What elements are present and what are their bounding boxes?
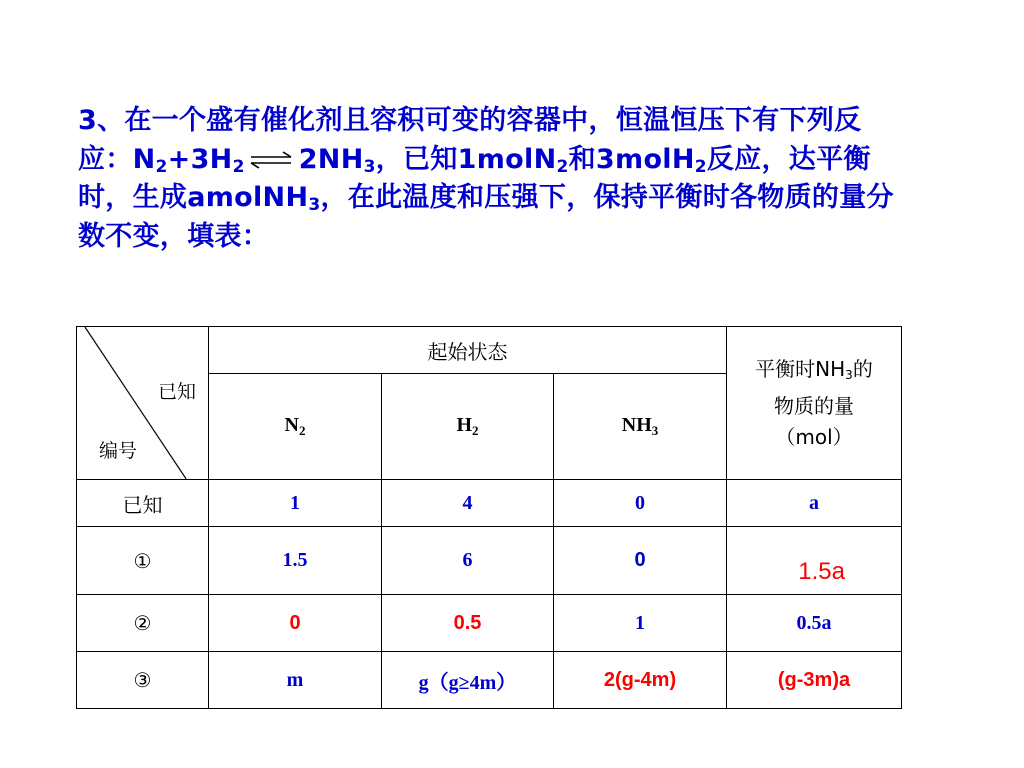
cell-n2: m: [209, 652, 382, 709]
corner-number-label: 编号: [99, 440, 138, 462]
corner-known-label: 已知: [157, 381, 196, 403]
cell-nh3: 1: [554, 595, 727, 652]
cell-eq: 0.5a: [727, 595, 902, 652]
col-header-h2: $H_2$: [382, 374, 554, 480]
problem-text-5: ，在此温度和压强下，保持平衡时各物质的量分数不变，填表：: [78, 182, 894, 252]
problem-text-3: 和3molH$_2$: [568, 143, 707, 177]
cell-n2: 1: [209, 480, 382, 527]
answer-value: 1.5a: [798, 558, 845, 585]
problem-statement: [78, 102, 898, 256]
equilibrium-table: [76, 326, 902, 709]
equilibrium-arrow-icon: [249, 150, 293, 170]
cell-eq-answer: [727, 527, 902, 595]
row-label: ②: [77, 595, 209, 652]
row-label: ③: [77, 652, 209, 709]
cell-eq: a: [727, 480, 902, 527]
equilibrium-nh3-header: [727, 327, 902, 480]
formula-2nh3: $2NH_3$: [298, 143, 376, 177]
row-label: ①: [77, 527, 209, 595]
row-label: 已知: [77, 480, 209, 527]
col-header-n2: $N_2$: [209, 374, 382, 480]
table-row: [77, 527, 902, 595]
eq-header-line2: 物质的量: [774, 393, 854, 418]
cell-eq-answer: (g-3m)a: [727, 652, 902, 709]
cell-h2-answer: 0.5: [382, 595, 554, 652]
problem-text-4: 反应，达平衡时，生成amolNH$_3$: [78, 143, 871, 215]
problem-text-1: 3、在一个盛有催化剂且容积可变的容器中，恒温恒压下有下列反应：: [78, 105, 862, 175]
cell-h2: g（g≥4m）: [382, 652, 554, 709]
formula-3h2: $+3H_2$: [167, 143, 245, 177]
cell-nh3-answer: 2(g-4m): [554, 652, 727, 709]
cell-h2: 4: [382, 480, 554, 527]
table-row: [77, 652, 902, 709]
formula-n2: $N_2$: [132, 143, 168, 177]
table-row: [77, 595, 902, 652]
start-state-header: 起始状态: [209, 327, 727, 374]
cell-nh3-answer: 0: [554, 527, 727, 595]
corner-header-cell: [77, 327, 209, 480]
cell-n2: 1.5: [209, 527, 382, 595]
cell-n2-answer: 0: [209, 595, 382, 652]
table-row: [77, 480, 902, 527]
eq-header-line1: 平衡时$NH_3$的: [755, 356, 873, 382]
cell-nh3: 0: [554, 480, 727, 527]
cell-h2: 6: [382, 527, 554, 595]
eq-header-line3: （mol）: [775, 424, 853, 449]
col-header-nh3: $NH_3$: [554, 374, 727, 480]
problem-text-2: ，已知1molN$_2$: [375, 143, 569, 177]
